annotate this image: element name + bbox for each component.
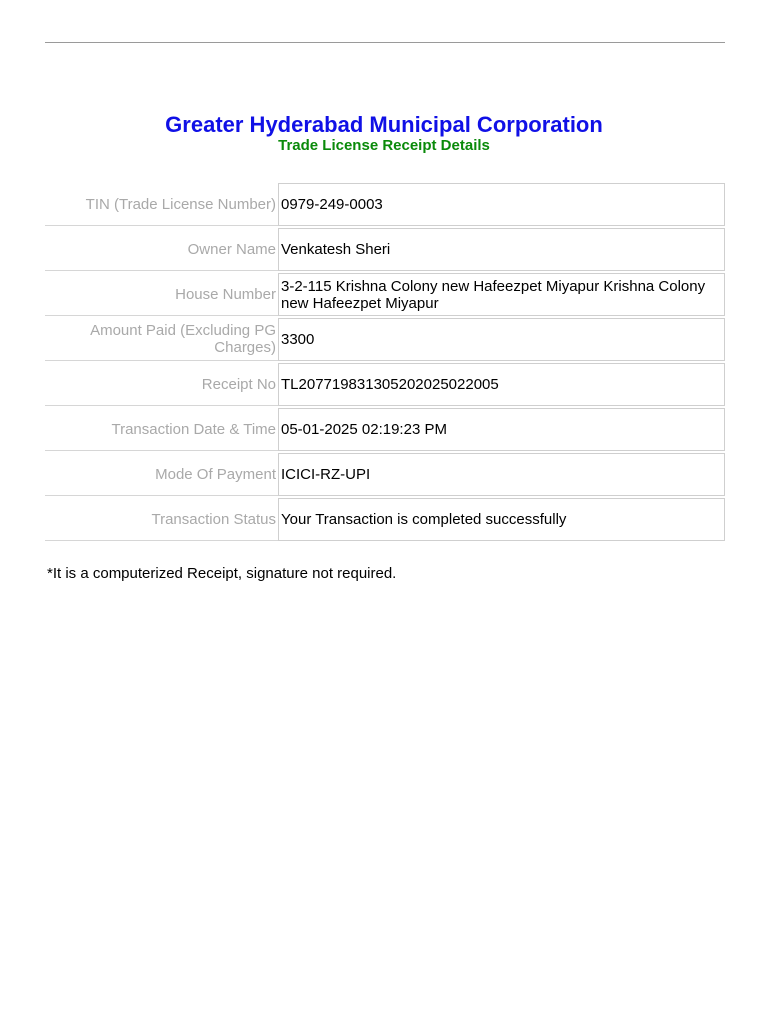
table-row: [45, 408, 725, 451]
receipt-details-table: [45, 181, 725, 543]
row-label-amount-paid: Amount Paid (Excluding PG Charges): [45, 318, 278, 361]
row-value-owner-name: Venkatesh Sheri: [278, 228, 725, 271]
row-label-transaction-date: Transaction Date & Time: [45, 408, 278, 451]
row-label-owner-name: Owner Name: [45, 228, 278, 271]
signature-footnote: *It is a computerized Receipt, signature not required.: [47, 565, 397, 582]
row-value-house-number: 3-2-115 Krishna Colony new Hafeezpet Miyapur Krishna Colony new Hafeezpet Miyapur: [278, 273, 725, 316]
row-value-payment-mode: ICICI-RZ-UPI: [278, 453, 725, 496]
table-row: [45, 363, 725, 406]
page-subtitle: Trade License Receipt Details: [278, 137, 490, 154]
table-row: [45, 228, 725, 271]
row-value-transaction-date: 05-01-2025 02:19:23 PM: [278, 408, 725, 451]
row-label-house-number: House Number: [45, 273, 278, 316]
row-value-tin: 0979-249-0003: [278, 183, 725, 226]
row-value-receipt-no: TL207719831305202025022005: [278, 363, 725, 406]
row-label-transaction-status: Transaction Status: [45, 498, 278, 541]
row-value-amount-paid: 3300: [278, 318, 725, 361]
table-row: [45, 183, 725, 226]
table-row: [45, 273, 725, 316]
row-label-tin: TIN (Trade License Number): [45, 183, 278, 226]
table-row: [45, 453, 725, 496]
table-row: [45, 498, 725, 541]
top-divider: [45, 42, 725, 43]
row-label-receipt-no: Receipt No: [45, 363, 278, 406]
table-row: [45, 318, 725, 361]
row-label-payment-mode: Mode Of Payment: [45, 453, 278, 496]
page-title: Greater Hyderabad Municipal Corporation: [165, 112, 603, 137]
row-value-transaction-status: Your Transaction is completed successfully: [278, 498, 725, 541]
